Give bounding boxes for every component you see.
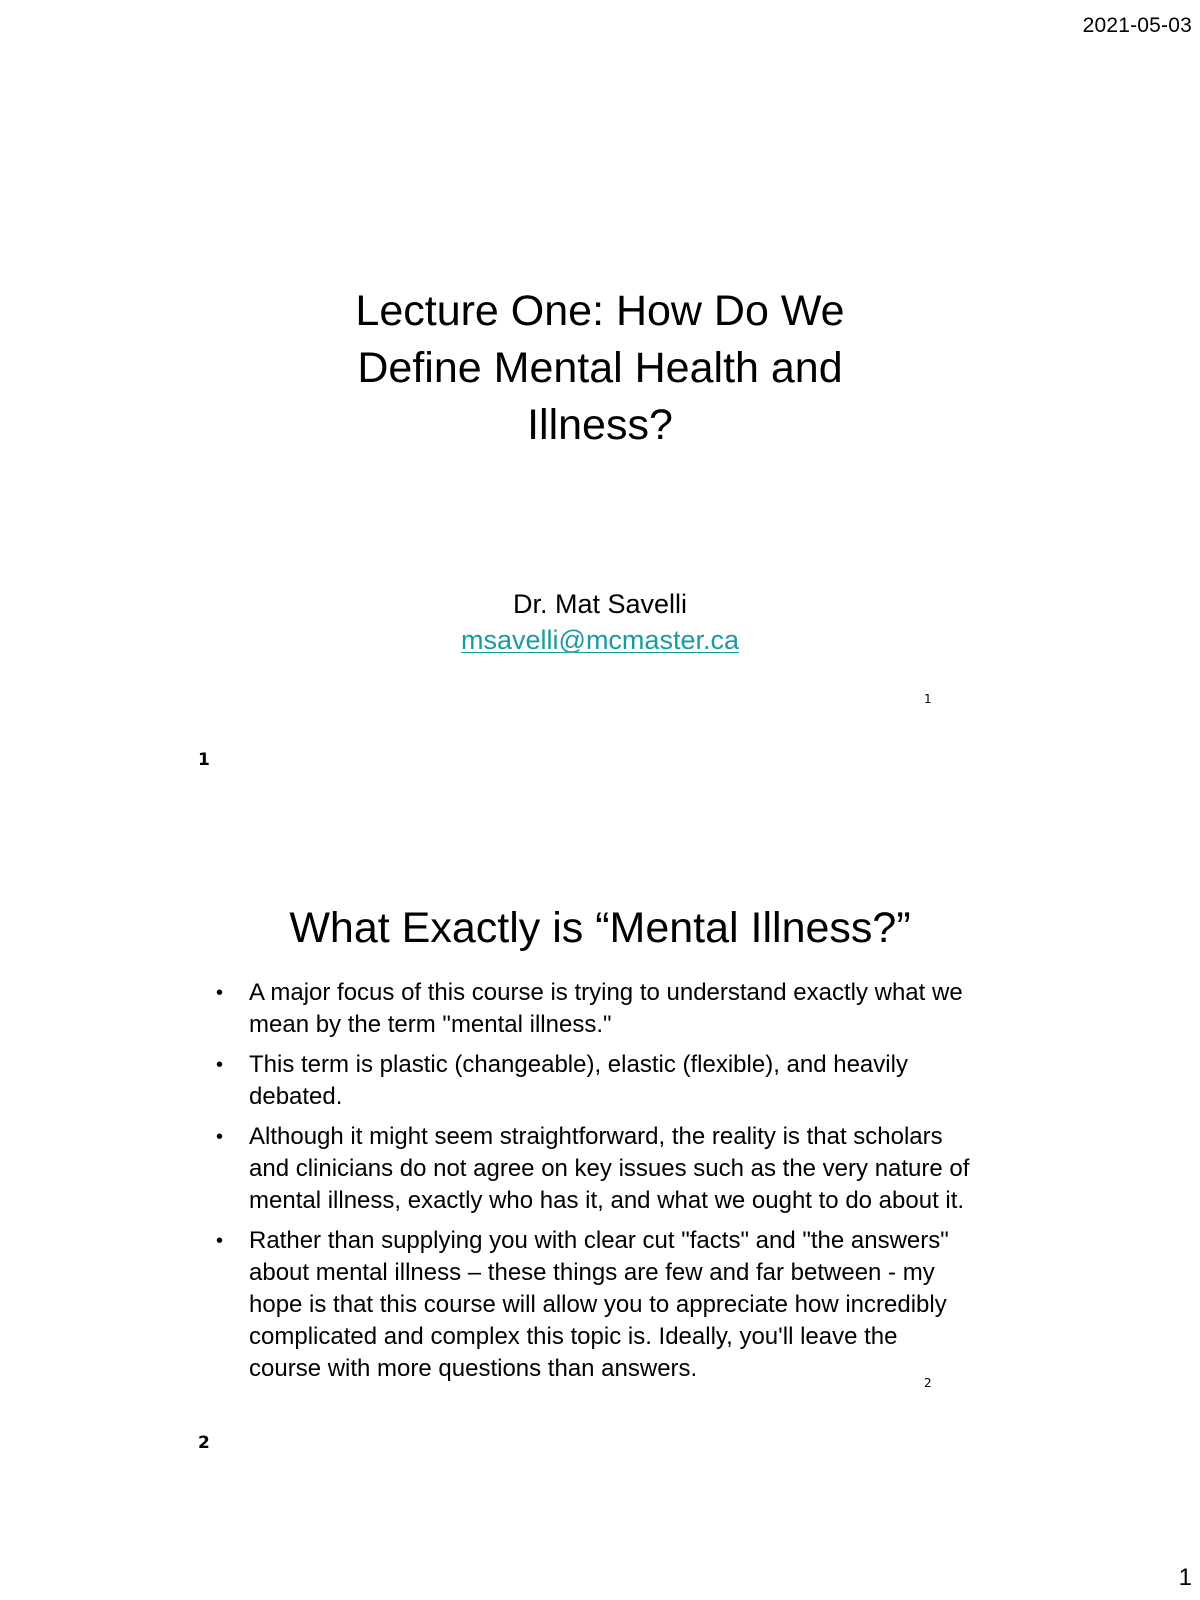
slide1-number: 1 (924, 692, 932, 706)
author-name: Dr. Mat Savelli (512, 589, 688, 619)
bullet-item: • This term is plastic (changeable), elastic (flexible), and heavily debated. (216, 1049, 976, 1113)
slide1-title-line: Lecture One: How Do We (355, 287, 845, 335)
bullet-item: • Although it might seem straightforward, the reality is that scholars and clinicians do not agree on key issues such as the very nature of mental illness, exactly who has it, and what we ought to do about it. (216, 1121, 976, 1217)
author-email (300, 622, 900, 658)
slide2-bullet-list (216, 977, 976, 1393)
slide2-title: What Exactly is “Mental Illness?” (289, 904, 911, 952)
email-link[interactable]: msavelli@mcmaster.ca (461, 625, 739, 655)
header-date: 2021-05-03 (1082, 14, 1192, 37)
slide1-title (300, 283, 900, 454)
slide1-title-line: Define Mental Health and (357, 344, 843, 392)
bullet-item: • Rather than supplying you with clear cut "facts" and "the answers" about mental illness – these things are few and far between - my hope is that this course will allow you to appreciate how incredibly complicated and complex this topic is. Ideally, you'll leave the course with more questions than answers. (216, 1225, 976, 1385)
slide2-note-number: 2 (198, 1433, 210, 1453)
slide2-number: 2 (924, 1376, 932, 1390)
page-number: 1 (1178, 1564, 1192, 1591)
bullet-item: • A major focus of this course is trying to understand exactly what we mean by the term "mental illness." (216, 977, 976, 1041)
slide1-note-number: 1 (198, 750, 210, 770)
slide1-title-line: Illness? (527, 401, 673, 449)
